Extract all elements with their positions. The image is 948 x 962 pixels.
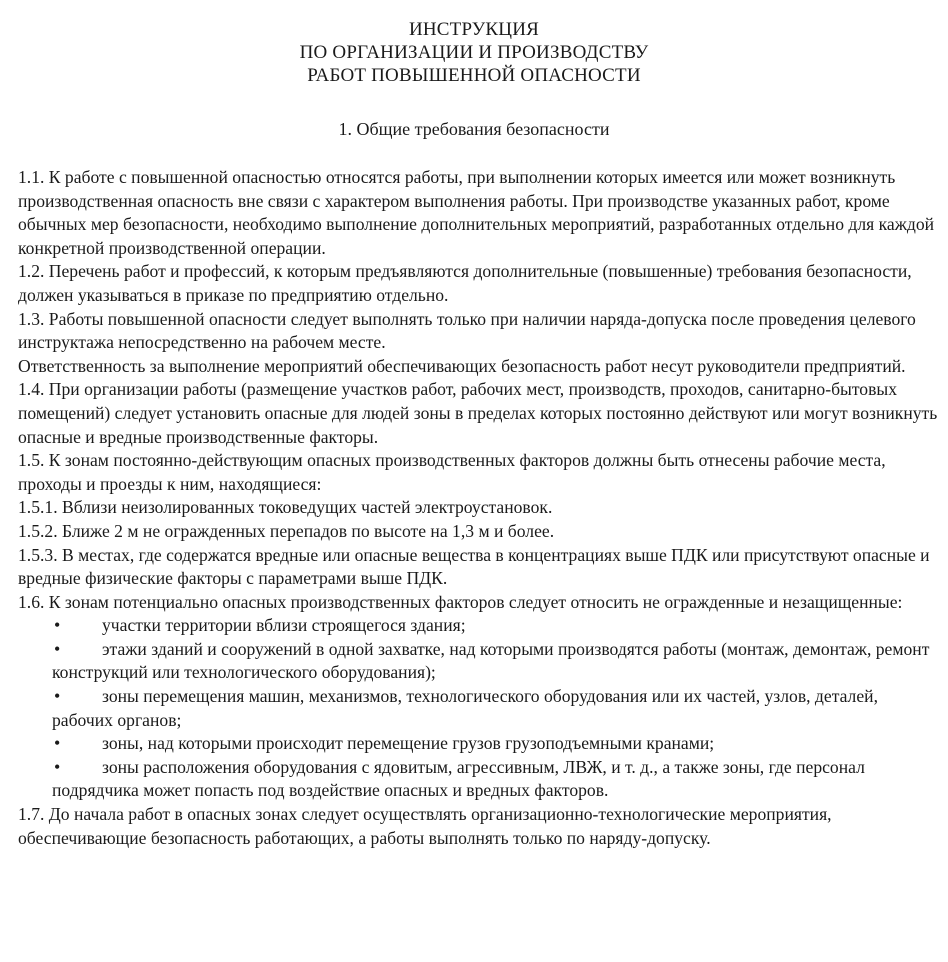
- list-item-text: зоны перемещения машин, механизмов, технологического оборудования или их частей, узлов, деталей, рабочих органов;: [52, 686, 878, 730]
- list-item: [18, 638, 940, 685]
- document-title: [0, 18, 948, 87]
- bullet-icon: •: [54, 615, 61, 636]
- bullet-icon: •: [54, 638, 61, 659]
- title-line-1: ИНСТРУКЦИЯ: [408, 19, 540, 40]
- list-item-text: этажи зданий и сооружений в одной захватке, над которыми производятся работы (монтаж, демонтаж, ремонт конструкций или технологического оборудования);: [52, 638, 930, 683]
- paragraph-1-5-3: 1.5.3. В местах, где содержатся вредные или опасные вещества в концентрациях выше ПДК или присутствуют опасные и вредные физические факторы с параметрами выше ПДК.: [18, 544, 930, 589]
- paragraph-1-5-1: 1.5.1. Вблизи неизолированных токоведущих частей электроустановок.: [18, 497, 553, 518]
- document-body: [18, 166, 940, 850]
- list-item: [18, 756, 940, 803]
- title-line-3: РАБОТ ПОВЫШЕННОЙ ОПАСНОСТИ: [307, 65, 641, 86]
- list-item: [18, 732, 940, 756]
- paragraph-1-6: 1.6. К зонам потенциально опасных производственных факторов следует относить не огражденные и незащищенные:: [18, 591, 903, 612]
- bullet-icon: •: [54, 686, 61, 707]
- paragraph-1-5: 1.5. К зонам постоянно-действующим опасных производственных факторов должны быть отнесены рабочие места, проходы и проезды к ним, находящиеся:: [18, 450, 886, 494]
- list-item-text: участки территории вблизи строящегося здания;: [102, 615, 466, 636]
- bullet-icon: •: [54, 733, 61, 754]
- bullet-icon: •: [54, 756, 61, 777]
- paragraph-1-2: 1.2. Перечень работ и профессий, к которым предъявляются дополнительные (повышенные) требования безопасности, должен указываться в приказе по предприятию отдельно.: [18, 261, 912, 305]
- list-item-text: зоны, над которыми происходит перемещение грузов грузоподъемными кранами;: [102, 733, 715, 754]
- title-line-2: ПО ОРГАНИЗАЦИИ И ПРОИЗВОДСТВУ: [299, 42, 649, 63]
- paragraph-1-3: 1.3. Работы повышенной опасности следует выполнять только при наличии наряда-допуска после проведения целевого инструктажа непосредственно на рабочем месте.: [18, 308, 916, 353]
- list-item: [18, 614, 940, 638]
- paragraph-1-7: 1.7. До начала работ в опасных зонах следует осуществлять организационно-технологические мероприятия, обеспечивающие безопасность работающих, а работы выполнять только по наряду-допуску.: [18, 804, 832, 848]
- paragraph-1-4: 1.4. При организации работы (размещение участков работ, рабочих мест, производств, проходов, санитарно-бытовых помещений) следует установить опасные для людей зоны в пределах которых постоянно действуют или могут возникнуть опасные и вредные производственные факторы.: [18, 379, 938, 447]
- hazard-zone-list: [18, 614, 940, 803]
- list-item: [18, 685, 940, 732]
- list-item-text: зоны расположения оборудования с ядовитым, агрессивным, ЛВЖ, и т. д., а также зоны, где персонал подрядчика может попасть под воздействие опасных и вредных факторов.: [52, 756, 865, 801]
- paragraph-responsibility: Ответственность за выполнение мероприятий обеспечивающих безопасность работ несут руководители предприятий.: [18, 355, 906, 376]
- paragraph-1-5-2: 1.5.2. Ближе 2 м не огражденных перепадов по высоте на 1,3 м и более.: [18, 520, 555, 541]
- section-heading: 1. Общие требования безопасности: [338, 119, 610, 139]
- paragraph-1-1: 1.1. К работе с повышенной опасностью относятся работы, при выполнении которых имеется или может возникнуть производственная опасность вне связи с характером выполнения работы. При производстве указанных работ, кроме обычных мер безопасности, необходимо выполнение дополнительных мероприятий, разработанных отдельно для каждой конкретной производственной операции.: [18, 167, 935, 258]
